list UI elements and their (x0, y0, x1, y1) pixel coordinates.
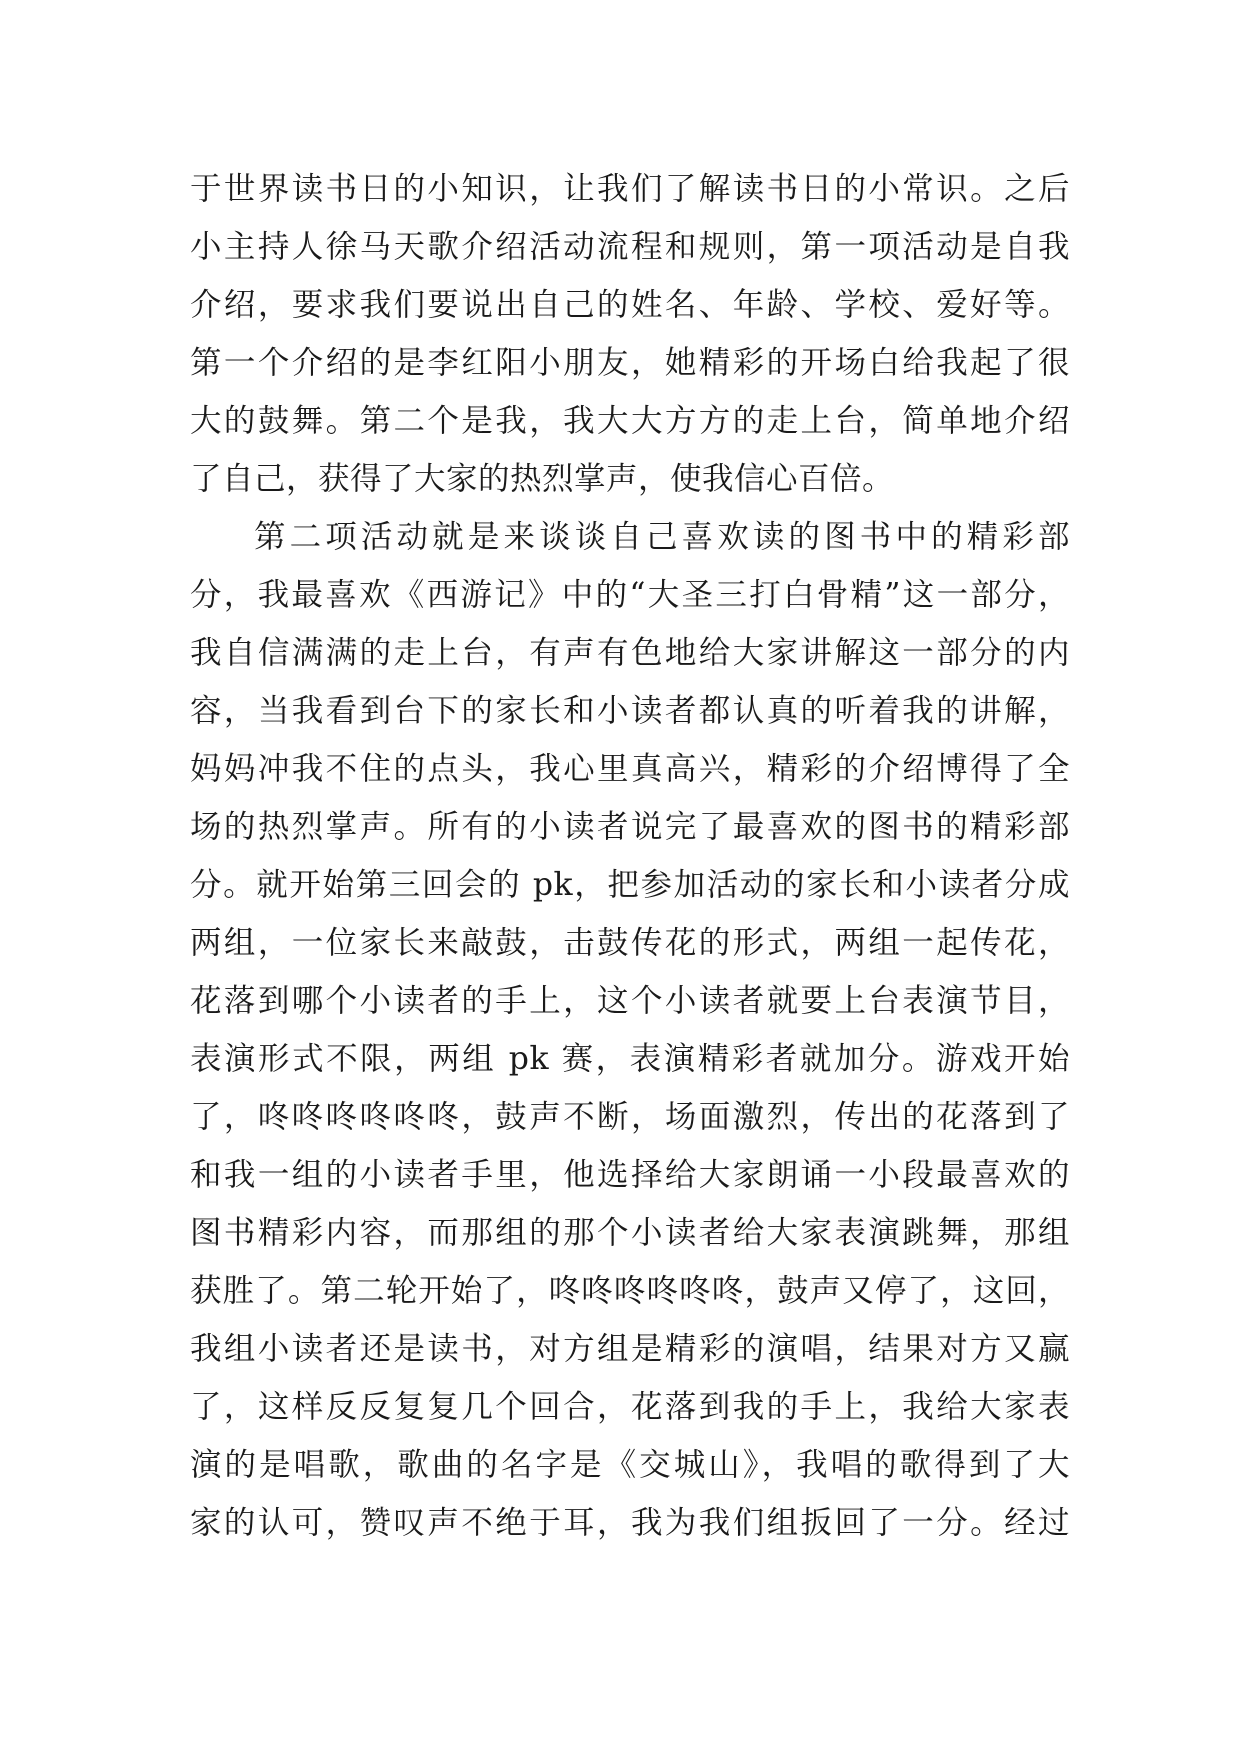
text-line: 分。就开始第三回会的 pk，把参加活动的家长和小读者分成 (190, 867, 1070, 903)
text-line: 第一个介绍的是李红阳小朋友，她精彩的开场白给我起了很 (190, 345, 1070, 381)
text-line: 了自己，获得了大家的热烈掌声，使我信心百倍。 (190, 461, 895, 497)
text-line: 表演形式不限，两组 pk 赛，表演精彩者就加分。游戏开始 (190, 1041, 1070, 1077)
text-line: 场的热烈掌声。所有的小读者说完了最喜欢的图书的精彩部 (190, 809, 1070, 845)
text-line: 了，这样反反复复几个回合，花落到我的手上，我给大家表 (190, 1389, 1070, 1425)
text-line: 花落到哪个小读者的手上，这个小读者就要上台表演节目， (190, 983, 1070, 1019)
text-line: 我组小读者还是读书，对方组是精彩的演唱，结果对方又赢 (190, 1331, 1070, 1367)
body-text (190, 160, 1070, 1552)
text-line: 小主持人徐马天歌介绍活动流程和规则，第一项活动是自我 (190, 229, 1070, 265)
text-line: 家的认可，赞叹声不绝于耳，我为我们组扳回了一分。经过 (190, 1505, 1070, 1541)
text-line: 和我一组的小读者手里，他选择给大家朗诵一小段最喜欢的 (190, 1157, 1070, 1193)
text-line: 我自信满满的走上台，有声有色地给大家讲解这一部分的内 (190, 635, 1070, 671)
paragraph-first-line: 第二项活动就是来谈谈自己喜欢读的图书中的精彩部 (254, 519, 1070, 555)
text-line: 于世界读书日的小知识，让我们了解读书日的小常识。之后 (190, 171, 1070, 207)
text-line: 图书精彩内容，而那组的那个小读者给大家表演跳舞，那组 (190, 1215, 1070, 1251)
text-line: 了，咚咚咚咚咚咚，鼓声不断，场面激烈，传出的花落到了 (190, 1099, 1070, 1135)
text-line: 容，当我看到台下的家长和小读者都认真的听着我的讲解， (190, 693, 1070, 729)
text-line: 分，我最喜欢《西游记》中的“大圣三打白骨精”这一部分， (190, 577, 1070, 613)
text-line: 获胜了。第二轮开始了，咚咚咚咚咚咚，鼓声又停了，这回， (190, 1273, 1070, 1309)
text-line: 大的鼓舞。第二个是我，我大大方方的走上台，简单地介绍 (190, 403, 1070, 439)
text-line: 两组，一位家长来敲鼓，击鼓传花的形式，两组一起传花， (190, 925, 1070, 961)
text-line: 演的是唱歌，歌曲的名字是《交城山》，我唱的歌得到了大 (190, 1447, 1070, 1483)
text-line: 妈妈冲我不住的点头，我心里真高兴，精彩的介绍博得了全 (190, 751, 1070, 787)
text-line: 介绍，要求我们要说出自己的姓名、年龄、学校、爱好等。 (190, 287, 1070, 323)
